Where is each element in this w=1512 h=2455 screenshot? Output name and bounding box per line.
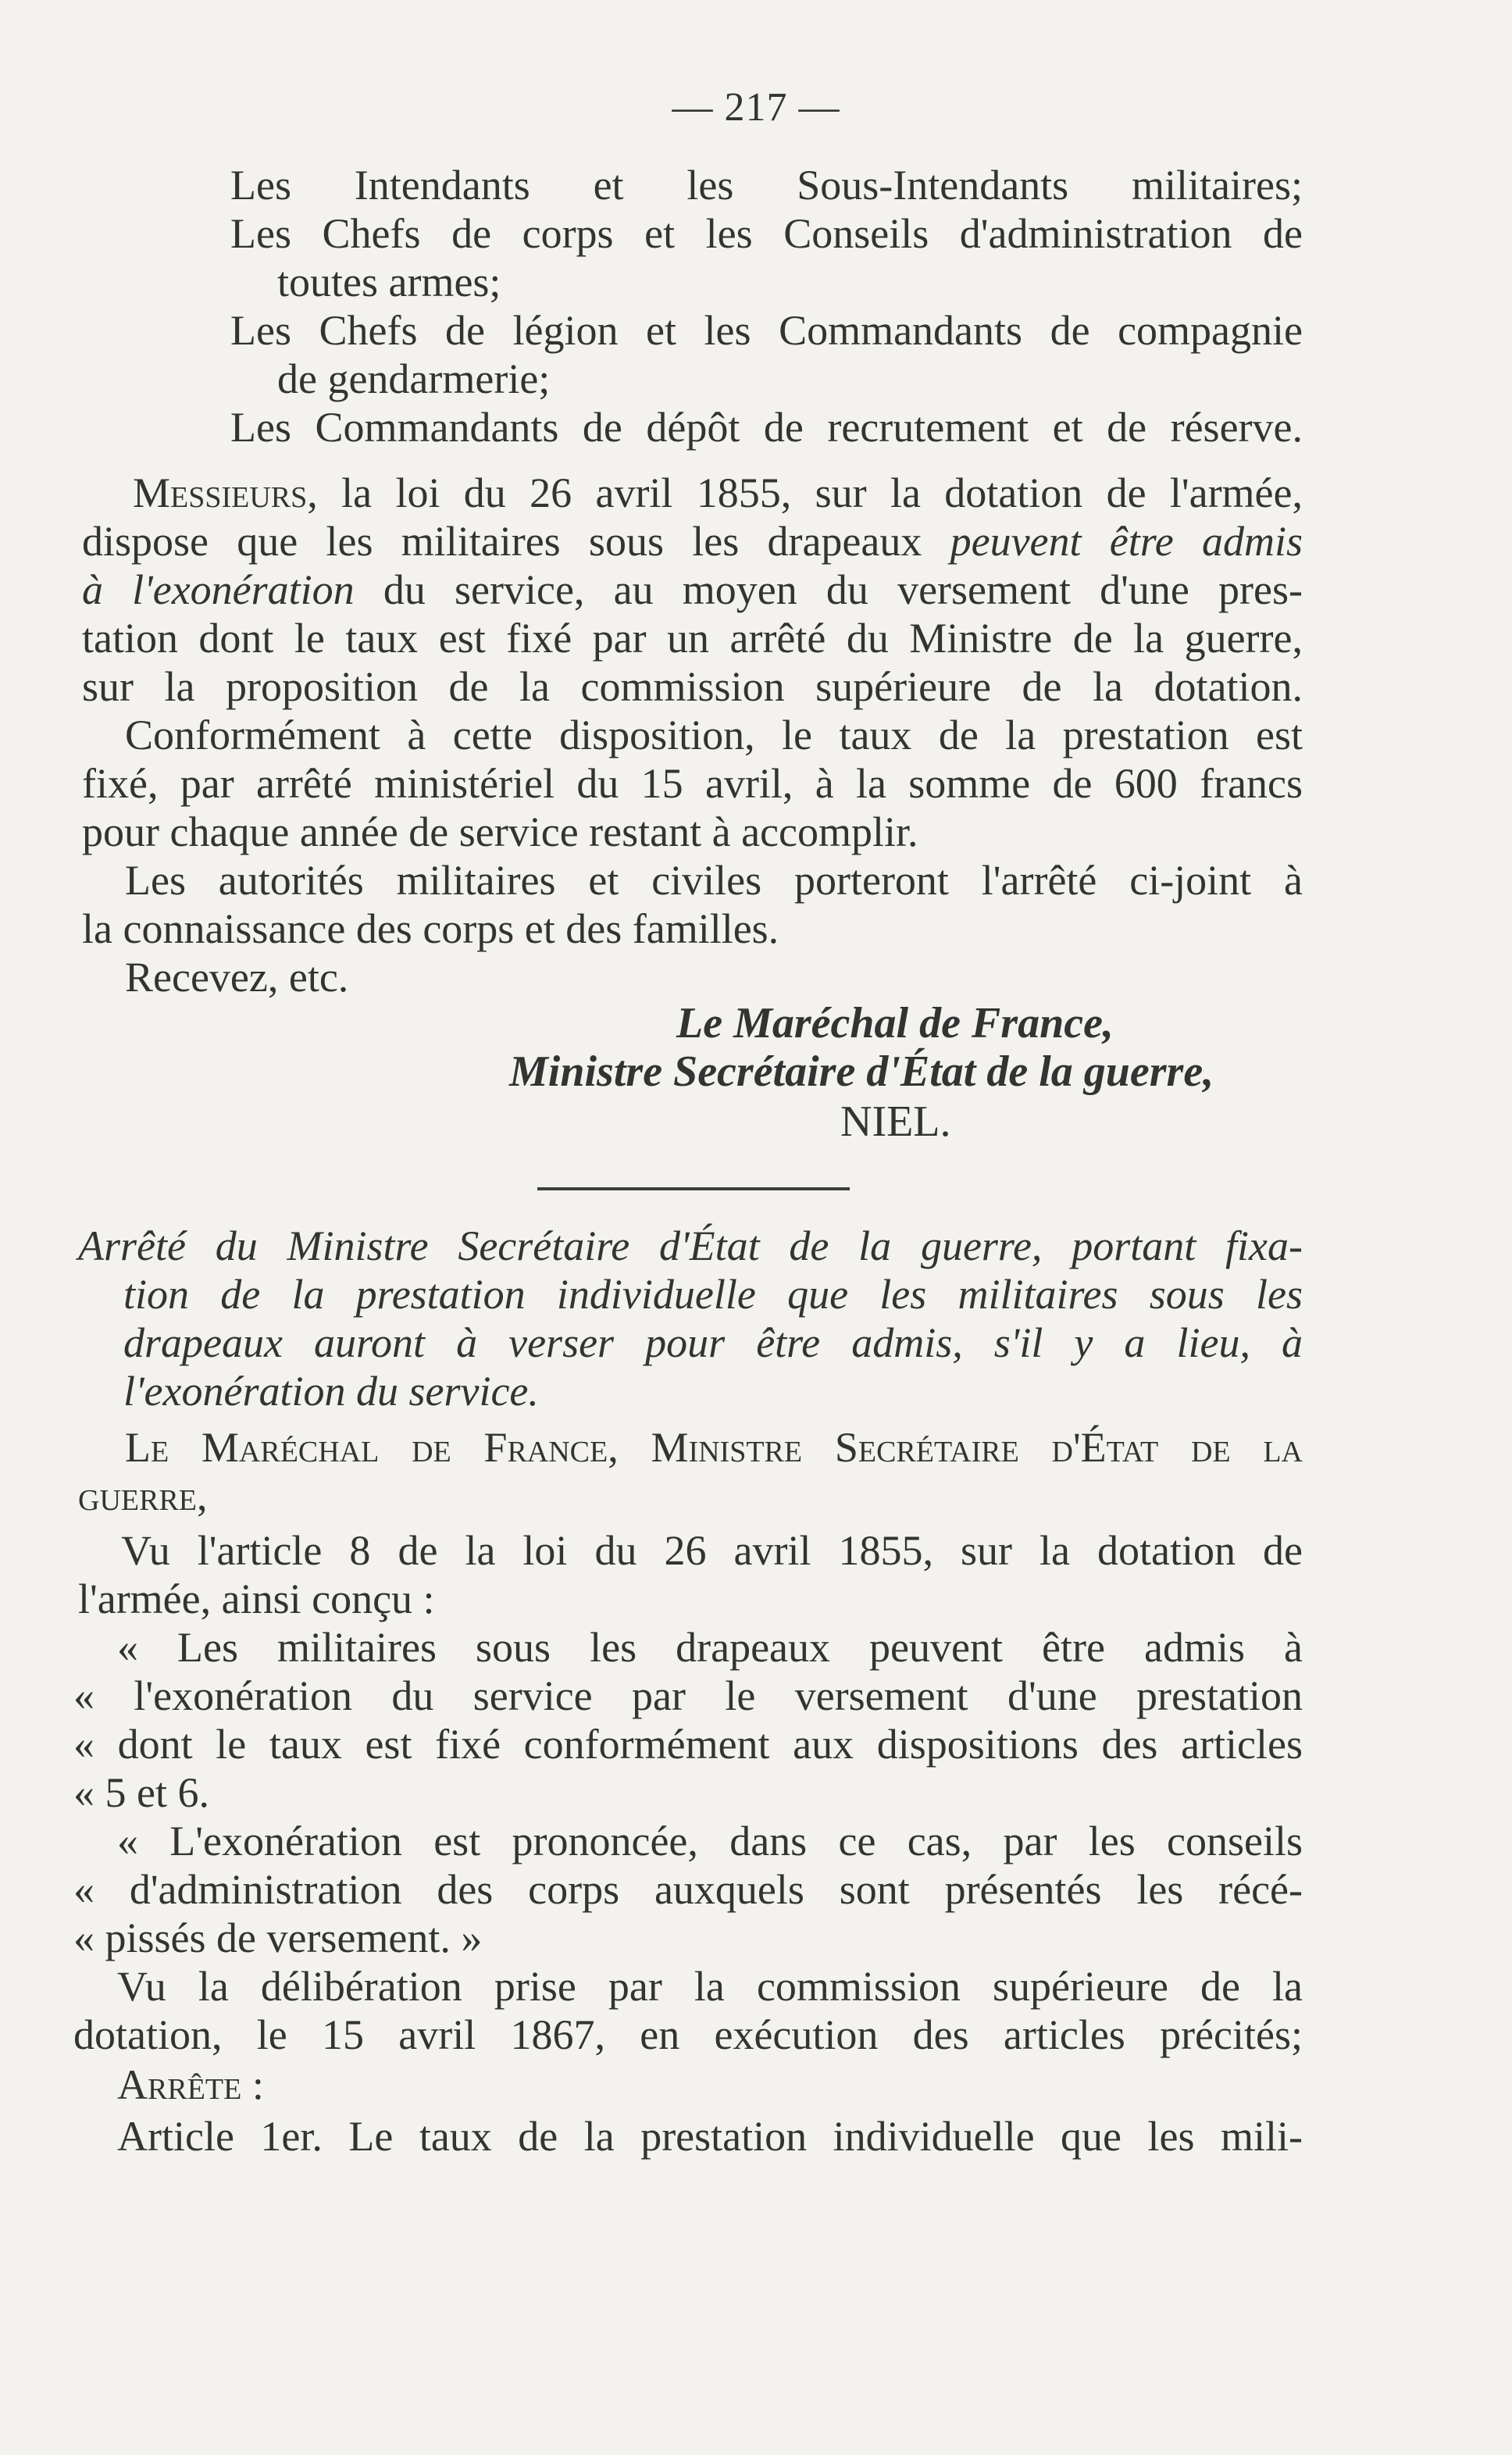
letter-line: fixé, par arrêté ministériel du 15 avril, à la somme de 600 francs bbox=[82, 760, 1303, 807]
letter-line: Conformément à cette disposition, le taux de la prestation est bbox=[125, 712, 1303, 758]
letter-line: sur la proposition de la commission supérieure de la dotation. bbox=[82, 663, 1303, 710]
decree-heading-line: drapeaux auront à verser pour être admis, s'il y a lieu, à bbox=[123, 1319, 1303, 1366]
letter-line: dispose que les militaires sous les drapeaux peuvent être admis bbox=[82, 518, 1303, 565]
decree-line: l'armée, ainsi conçu : bbox=[78, 1575, 435, 1622]
section-divider bbox=[537, 1187, 850, 1190]
addressee-line: Les Intendants et les Sous-Intendants militaires; bbox=[230, 162, 1303, 209]
decree-preamble: guerre, bbox=[78, 1472, 208, 1519]
addressee-line: Les Commandants de dépôt de recrutement et de réserve. bbox=[230, 404, 1303, 451]
decree-heading-line: l'exonération du service. bbox=[123, 1368, 539, 1415]
addressee-line: Les Chefs de légion et les Commandants de compagnie bbox=[230, 307, 1303, 354]
letter-line: pour chaque année de service restant à accomplir. bbox=[82, 808, 918, 855]
letter-line: à l'exonération du service, au moyen du versement d'une pres- bbox=[82, 566, 1303, 613]
letter-line: tation dont le taux est fixé par un arrêté du Ministre de la guerre, bbox=[82, 615, 1303, 662]
quote-line: « L'exonération est prononcée, dans ce cas, par les conseils bbox=[117, 1818, 1303, 1864]
addressee-line: Les Chefs de corps et les Conseils d'administration de bbox=[230, 210, 1303, 257]
salutation: Messieurs bbox=[133, 469, 308, 516]
addressee-line: de gendarmerie; bbox=[277, 355, 551, 402]
letter-line: la connaissance des corps et des familles. bbox=[82, 905, 779, 952]
decree-line: Vu la délibération prise par la commission supérieure de la bbox=[117, 1963, 1303, 2010]
quote-line: « d'administration des corps auxquels sont présentés les récé- bbox=[73, 1866, 1303, 1913]
letter-line: Messieurs, la loi du 26 avril 1855, sur la dotation de l'armée, bbox=[133, 469, 1303, 516]
decree-line: dotation, le 15 avril 1867, en exécution des articles précités; bbox=[73, 2011, 1303, 2058]
decree-line: Vu l'article 8 de la loi du 26 avril 1855, sur la dotation de bbox=[121, 1527, 1303, 1574]
closing: Recevez, etc. bbox=[125, 954, 349, 1001]
quote-line: « l'exonération du service par le versement d'une prestation bbox=[73, 1672, 1303, 1719]
quote-line: « Les militaires sous les drapeaux peuvent être admis à bbox=[117, 1624, 1303, 1671]
article-line: Article 1er. Le taux de la prestation individuelle que les mili- bbox=[117, 2113, 1303, 2160]
page-number: — 217 — bbox=[672, 85, 840, 130]
signature-title: Ministre Secrétaire d'État de la guerre, bbox=[509, 1047, 1214, 1096]
addressee-line: toutes armes; bbox=[277, 259, 501, 305]
letter-line: Les autorités militaires et civiles porteront l'arrêté ci-joint à bbox=[125, 857, 1303, 904]
decree-heading-line: Arrêté du Ministre Secrétaire d'État de la guerre, portant fixa- bbox=[78, 1222, 1303, 1269]
signature-name: NIEL. bbox=[840, 1097, 951, 1146]
arrete-heading: Arrête : bbox=[117, 2061, 264, 2108]
quote-line: « dont le taux est fixé conformément aux dispositions des articles bbox=[73, 1721, 1303, 1768]
decree-preamble: Le Maréchal de France, Ministre Secrétaire d'État de la bbox=[125, 1424, 1303, 1471]
signature-title: Le Maréchal de France, bbox=[676, 999, 1114, 1047]
quote-line: « pissés de versement. » bbox=[73, 1914, 483, 1961]
quote-line: « 5 et 6. bbox=[73, 1769, 209, 1816]
decree-heading-line: tion de la prestation individuelle que les militaires sous les bbox=[123, 1271, 1303, 1318]
